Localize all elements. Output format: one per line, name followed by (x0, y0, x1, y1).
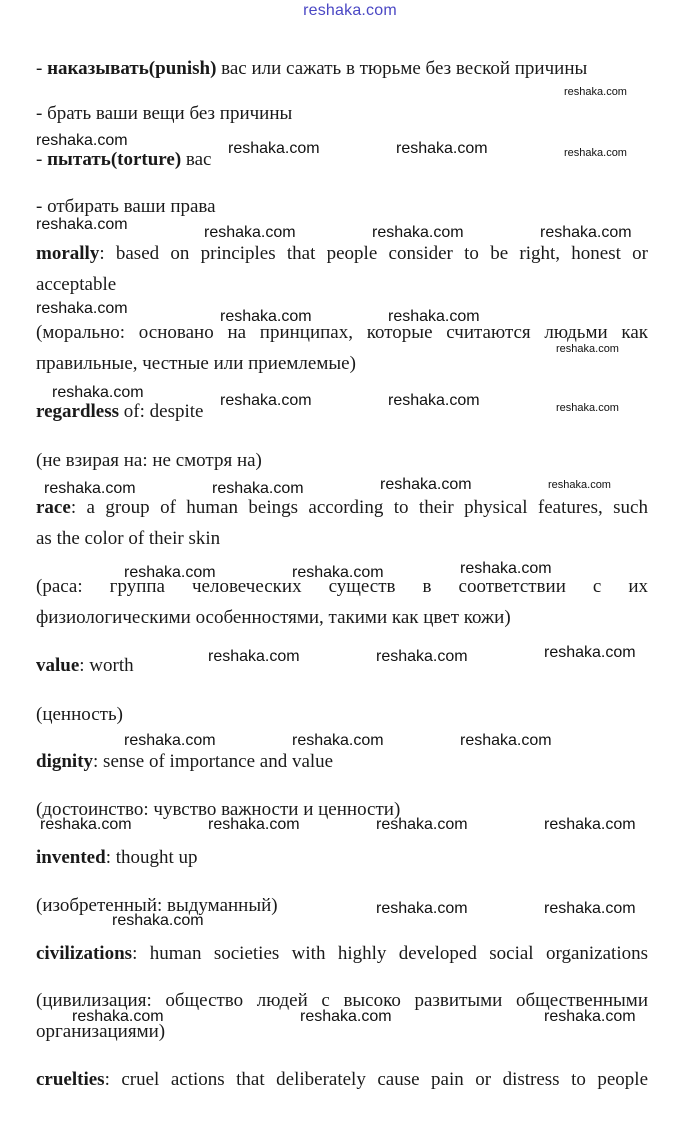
line-invented (36, 847, 648, 869)
definition: : sense of importance and value (93, 751, 334, 772)
watermark: reshaka.com (36, 132, 128, 149)
line-race (36, 497, 648, 519)
watermark: reshaka.com (376, 648, 468, 665)
term-torture: пытать(torture) (47, 149, 182, 170)
watermark: reshaka.com (208, 648, 300, 665)
watermark: reshaka.com (556, 343, 619, 355)
line-dignity (36, 751, 648, 773)
watermark: reshaka.com (544, 816, 636, 833)
definition: : cruel actions that deliberately cause pain or distress to people (104, 1069, 648, 1090)
definition: : worth (79, 655, 134, 676)
line-race-ru-cont: физиологическими особенностями, такими как цвет кожи) (36, 607, 511, 628)
watermark: reshaka.com (544, 900, 636, 917)
dash: - (36, 58, 48, 79)
watermark: reshaka.com (124, 732, 216, 749)
watermark: reshaka.com (544, 1008, 636, 1025)
definition: of: despite (119, 401, 204, 422)
watermark: reshaka.com (460, 732, 552, 749)
line-morally-ru-cont: правильные, честные или приемлемые) (36, 353, 356, 374)
term-value: value (36, 655, 80, 676)
watermark: reshaka.com (112, 912, 204, 929)
definition: вас или сажать в тюрьме без веской причины (216, 58, 588, 79)
watermark: reshaka.com (208, 816, 300, 833)
watermark: reshaka.com (212, 480, 304, 497)
line-morally-cont: acceptable (36, 274, 117, 295)
line-regardless-ru: (не взирая на: не смотря на) (36, 450, 262, 471)
term-cruelties: cruelties (36, 1069, 105, 1090)
watermark: reshaka.com (220, 308, 312, 325)
watermark: reshaka.com (204, 224, 296, 241)
term-invented: invented (36, 847, 106, 868)
watermark: reshaka.com (380, 476, 472, 493)
line-civilizations-ru: (цивилизация: общество людей с высоко развитыми общественными (36, 990, 648, 1011)
term-dignity: dignity (36, 751, 94, 772)
line-cruelties (36, 1069, 648, 1091)
term-race: race (36, 497, 71, 518)
term-morally: morally (36, 243, 100, 264)
line-punish (36, 58, 648, 80)
watermark: reshaka.com (36, 300, 128, 317)
watermark: reshaka.com (556, 402, 619, 414)
watermark: reshaka.com (564, 147, 627, 159)
definition: вас (181, 149, 212, 170)
watermark: reshaka.com (72, 1008, 164, 1025)
term-civilizations: civilizations (36, 943, 133, 964)
line-take-things: - брать ваши вещи без причины (36, 103, 293, 124)
watermark: reshaka.com (300, 1008, 392, 1025)
watermark: reshaka.com (52, 384, 144, 401)
definition: : human societies with highly developed social organizations (132, 943, 648, 964)
header-watermark: reshaka.com (303, 2, 397, 19)
watermark: reshaka.com (228, 140, 320, 157)
watermark: reshaka.com (396, 140, 488, 157)
line-invented-ru: (изобретенный: выдуманный) (36, 895, 278, 916)
term-punish: наказывать(punish) (47, 58, 217, 79)
watermark: reshaka.com (292, 564, 384, 581)
watermark: reshaka.com (388, 308, 480, 325)
watermark: reshaka.com (548, 479, 611, 491)
watermark: reshaka.com (388, 392, 480, 409)
definition: : based on principles that people consider to be right, honest or (99, 243, 648, 264)
watermark: reshaka.com (564, 86, 627, 98)
line-civilizations-ru-cont: организациями) (36, 1021, 166, 1042)
watermark: reshaka.com (124, 564, 216, 581)
watermark: reshaka.com (220, 392, 312, 409)
watermark: reshaka.com (376, 816, 468, 833)
line-civilizations (36, 943, 648, 965)
line-torture (36, 149, 648, 171)
watermark: reshaka.com (544, 644, 636, 661)
line-morally-ru: (морально: основано на принципах, которые считаются людьми как (36, 322, 648, 343)
dash: - (36, 149, 48, 170)
watermark: reshaka.com (44, 480, 136, 497)
watermark: reshaka.com (376, 900, 468, 917)
line-morally (36, 243, 648, 265)
term-regardless: regardless (36, 401, 120, 422)
watermark: reshaka.com (292, 732, 384, 749)
line-dignity-ru: (достоинство: чувство важности и ценности) (36, 799, 401, 820)
watermark: reshaka.com (40, 816, 132, 833)
definition: : a group of human beings according to their physical features, such (70, 497, 648, 518)
watermark: reshaka.com (460, 560, 552, 577)
watermark: reshaka.com (540, 224, 632, 241)
definition: : thought up (105, 847, 198, 868)
line-race-ru: (раса: группа человеческих существ в соответствии с их (36, 576, 648, 597)
line-race-cont: as the color of their skin (36, 528, 221, 549)
line-take-rights: - отбирать ваши права (36, 196, 216, 217)
line-value-ru: (ценность) (36, 704, 123, 725)
watermark: reshaka.com (372, 224, 464, 241)
watermark: reshaka.com (36, 216, 128, 233)
